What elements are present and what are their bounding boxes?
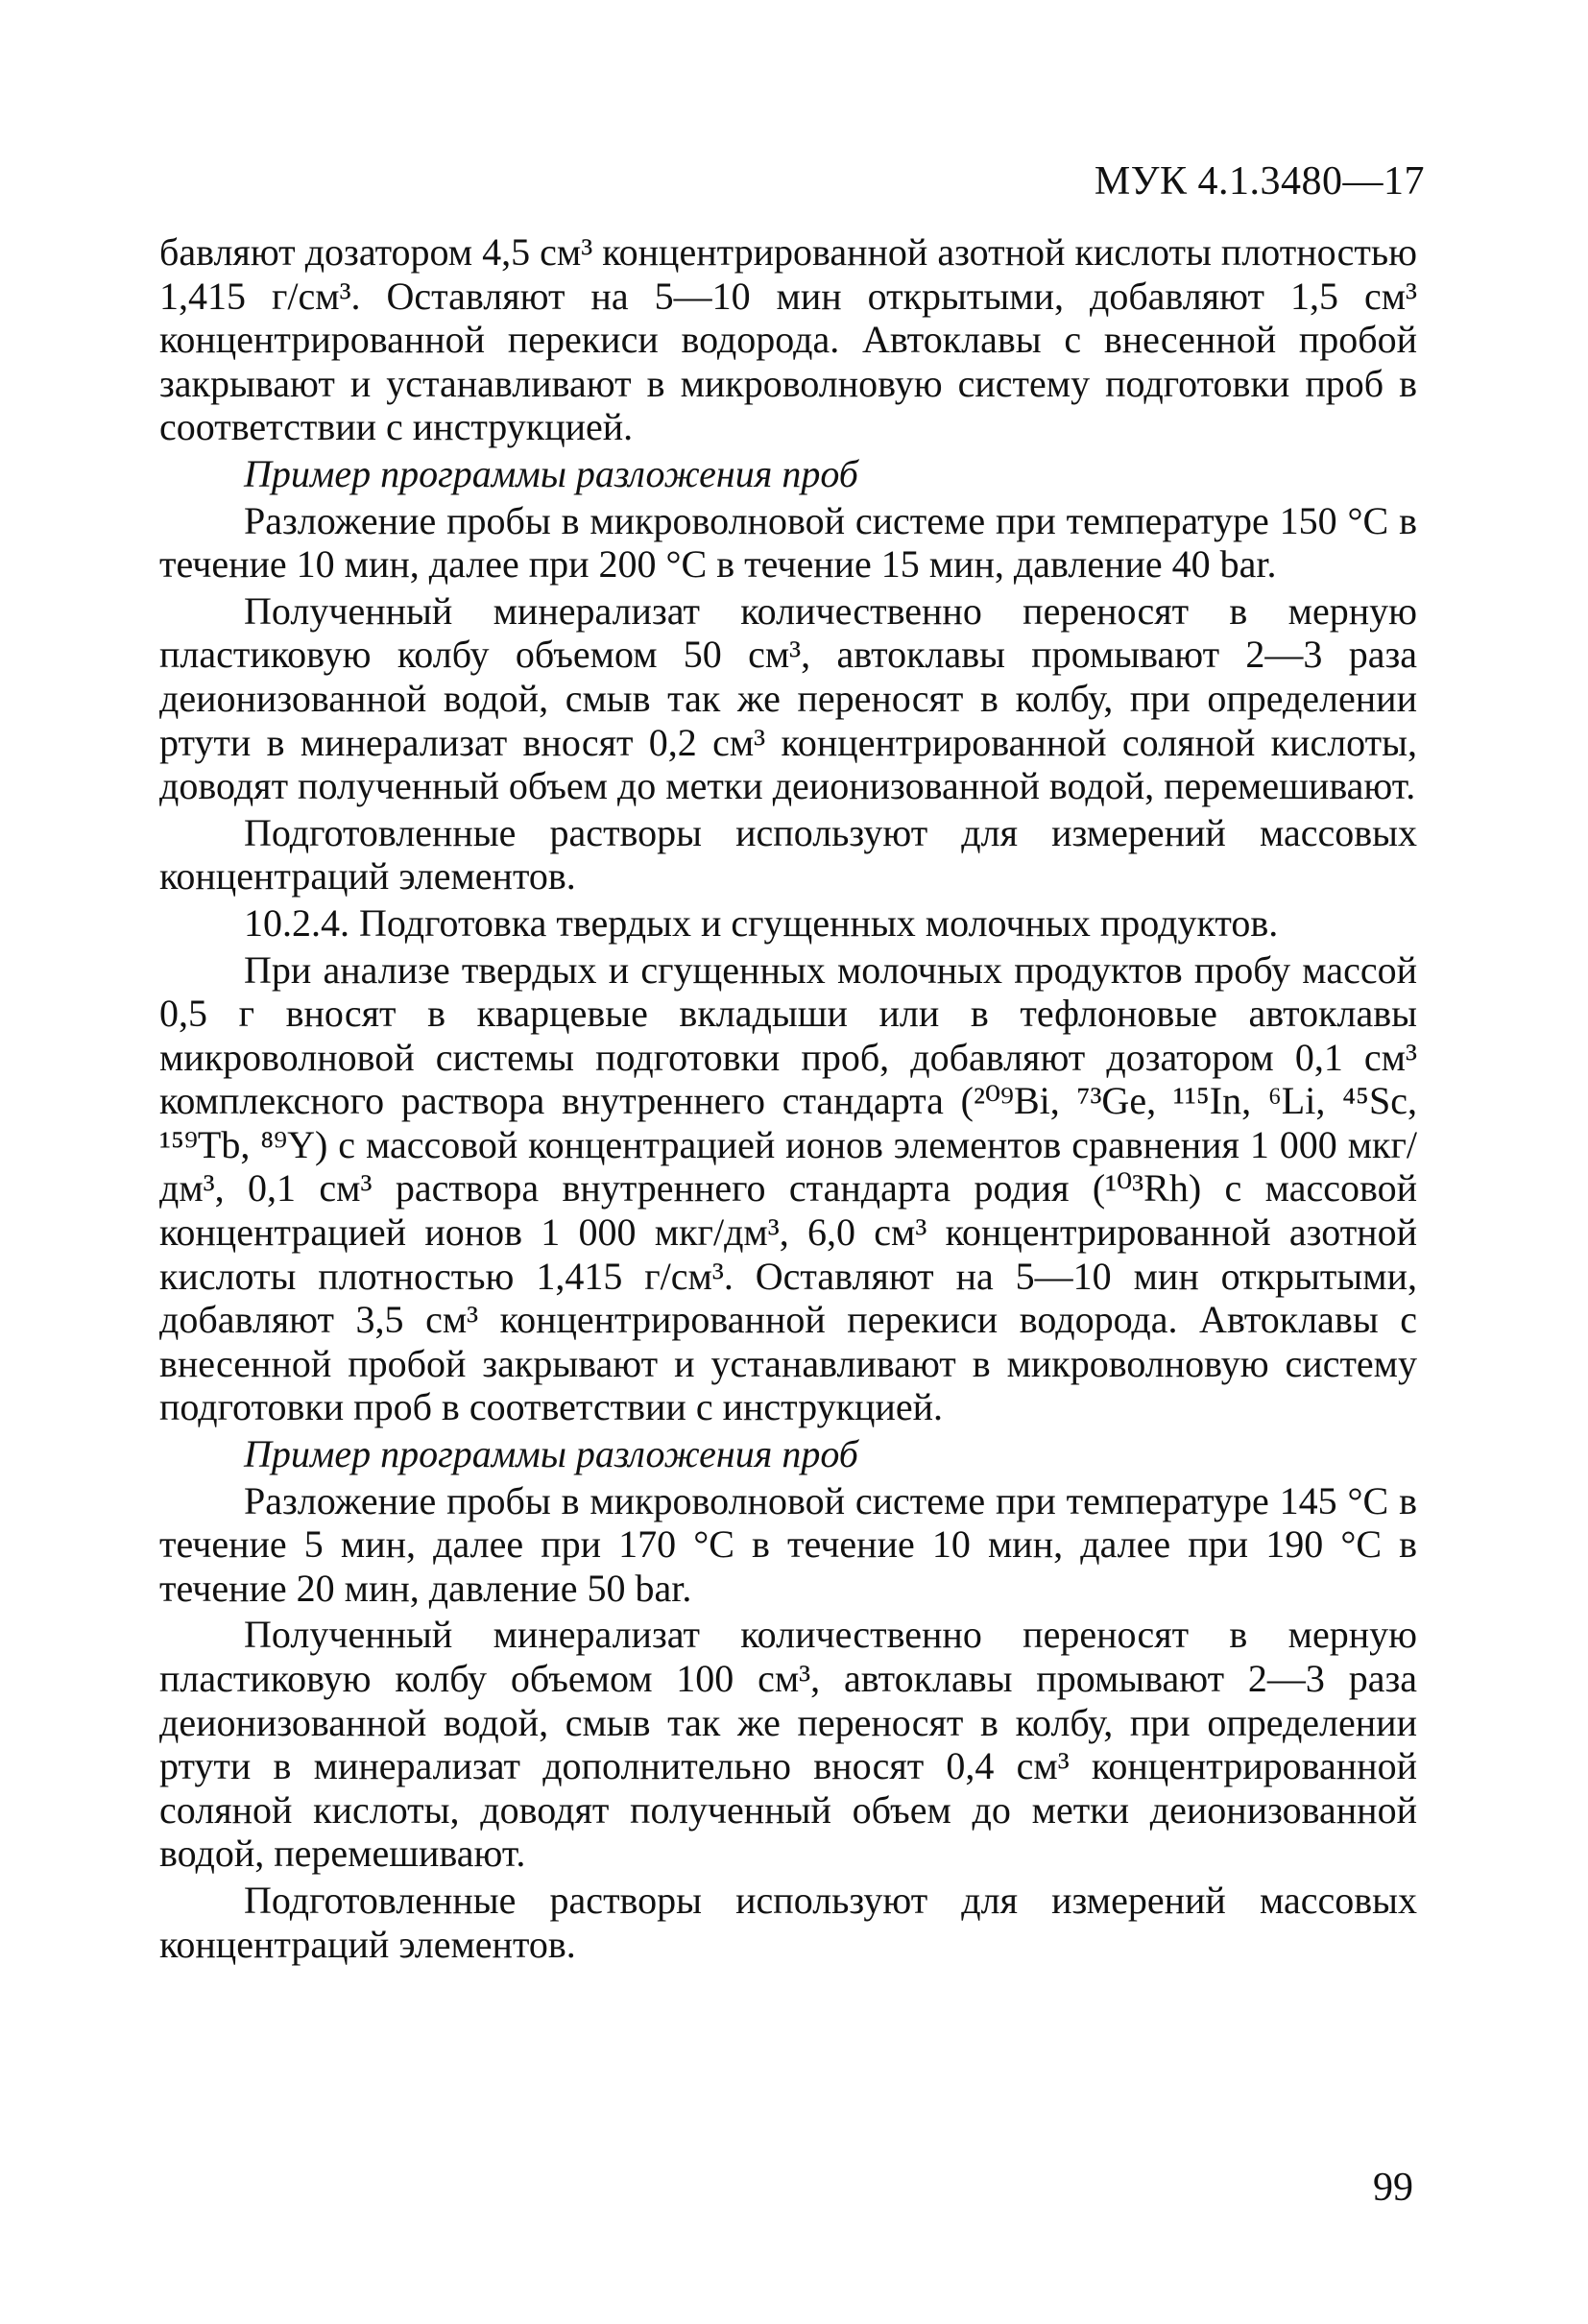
- subheading-decomposition-program: Пример программы разложения проб: [244, 1432, 858, 1476]
- paragraph-decomposition-conditions: Разложение пробы в микроволновой системе при температуре 145 °C в течение 5 мин, далее при 170 °C в течение 10 мин, далее при 190 °C в течение 20 мин, давление 50 bar.: [159, 1478, 1417, 1610]
- paragraph-prepared-solutions: Подготовленные растворы используют для измерений массовых концентраций элементов.: [159, 1878, 1417, 1966]
- paragraph-mineralizate-transfer: Полученный минерализат количественно переносят в мерную пластиковую колбу объемом 50 см³, автоклавы промывают 2—3 раза деионизованной водой, смыв так же переносят в колбу, при определении ртути в минерализат вносят 0,2 см³ концентрированной соляной кислоты, доводят полученный объем до метки деионизованной водой, перемешивают.: [159, 588, 1417, 808]
- document-code-header: МУК 4.1.3480—17: [1094, 159, 1425, 204]
- paragraph-solid-products-analysis: При анализе твердых и сгущенных молочных продуктов пробу массой 0,5 г вносят в кварцевые вкладыши или в тефлоновые автоклавы микроволновой системы подготовки проб, добавляют дозатором 0,1 см³ комплексного раствора внутреннего стандарта (²⁰⁹Bi, ⁷³Ge, ¹¹⁵In, ⁶Li, ⁴⁵Sc, ¹⁵⁹Tb, ⁸⁹Y) с массовой концентрацией ионов элементов сравнения 1 000 мкг/дм³, 0,1 см³ раствора внутреннего стандарта родия (¹⁰³Rh) с массовой концентрацией ионов 1 000 мкг/дм³, 6,0 см³ концентрированной азотной кислоты плотностью 1,415 г/см³. Оставляют на 5—10 мин открытыми, добавляют 3,5 см³ концентрированной перекиси водорода. Автоклавы с внесенной пробой закрывают и устанавливают в микроволновую систему подготовки проб в соответствии с инструкцией.: [159, 947, 1417, 1429]
- page-number: 99: [1373, 2166, 1413, 2210]
- paragraph-decomposition-conditions: Разложение пробы в микроволновой системе при температуре 150 °C в течение 10 мин, далее при 200 °C в течение 15 мин, давление 40 bar.: [159, 498, 1417, 587]
- paragraph-continuation: бавляют дозатором 4,5 см³ концентрированной азотной кислоты плотностью 1,415 г/см³. Оставляют на 5—10 мин открытыми, добавляют 1,5 см³ концентрированной перекиси водорода. Автоклавы с внесенной пробой закрывают и устанавливают в микроволновую систему подготовки проб в соответствии с инструкцией.: [159, 230, 1417, 449]
- paragraph-prepared-solutions: Подготовленные растворы используют для измерений массовых концентраций элементов.: [159, 810, 1417, 898]
- subheading-decomposition-program: Пример программы разложения проб: [244, 451, 858, 495]
- document-body: [159, 230, 1417, 1966]
- section-heading-10-2-4: 10.2.4. Подготовка твердых и сгущенных молочных продуктов.: [244, 900, 1279, 945]
- paragraph-mineralizate-transfer: Полученный минерализат количественно переносят в мерную пластиковую колбу объемом 100 см³, автоклавы промывают 2—3 раза деионизованной водой, смыв так же переносят в колбу, при определении ртути в минерализат дополнительно вносят 0,4 см³ концентрированной соляной кислоты, доводят полученный объем до метки деионизованной водой, перемешивают.: [159, 1613, 1417, 1876]
